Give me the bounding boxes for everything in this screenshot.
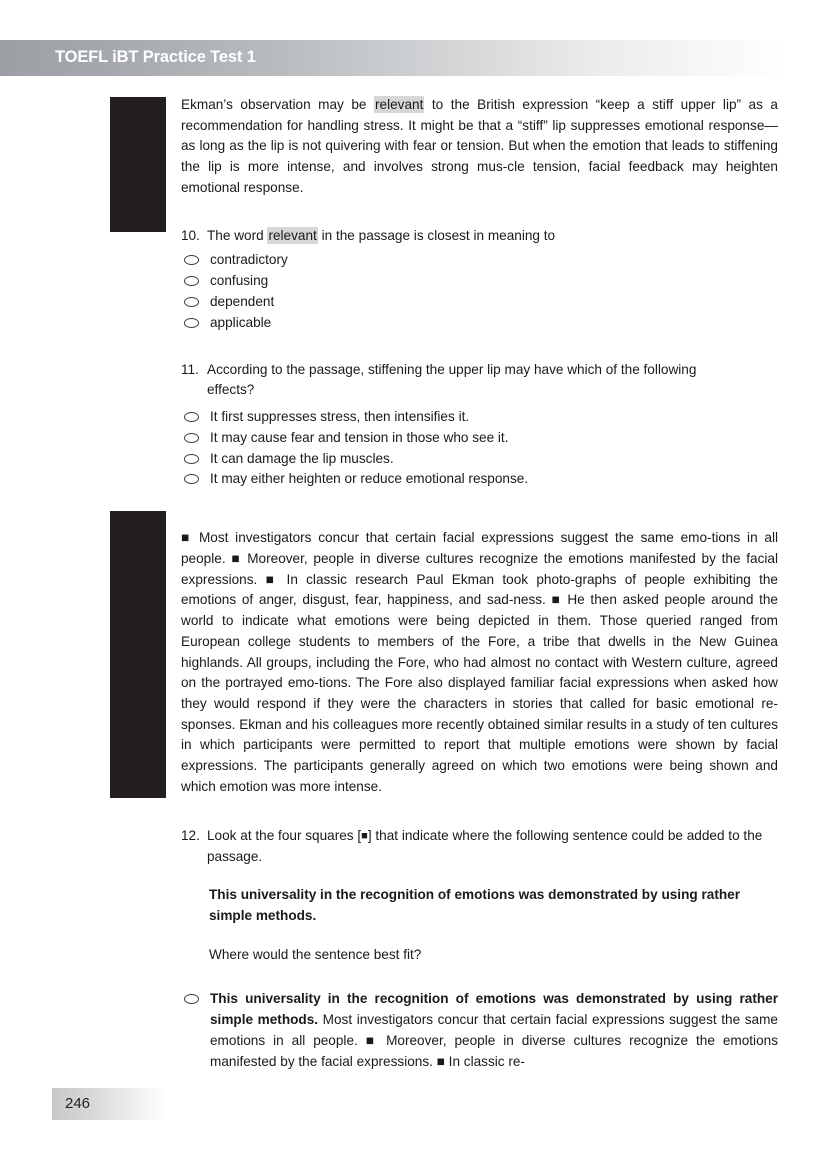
choice-11-b-label: It may cause fear and tension in those who see it. — [210, 429, 509, 445]
page-content — [181, 95, 778, 1073]
radio-button-icon[interactable] — [184, 433, 199, 443]
passage-paragraph-2: ■ Most investigators concur that certain facial expressions suggest the same emo-tions in all people. ■ Moreover, people in diverse cultures recognize the emotions manifested by the facial expressions. ■ In classic research Paul Ekman took photo-graphs of people exhibiting the emotions of anger, disgust, fear, happiness, and sad-ness. ■ He then asked people around the world to indicate what emotions were being depicted in them. Those queried ranged from European college students to members of the Fore, a tribe that dwells in the New Guinea highlands. All groups, including the Fore, who had almost no contact with Western culture, agreed on the portrayed emo-tions. The Fore also displayed familiar facial expressions when asked how they would respond if they were the characters in stories that called for basic emotional re-sponses. Ekman and his colleagues more recently obtained similar results in a study of ten cultures in which participants were permitted to report that multiple emotions were shown by facial expressions. The participants generally agreed on which two emotions were being shown and which emotion was more intense. — [181, 530, 778, 794]
page-number: 246 — [65, 1095, 91, 1112]
choice-11-a[interactable] — [181, 407, 778, 428]
radio-button-icon[interactable] — [184, 474, 199, 484]
question-12-option-a[interactable] — [181, 989, 778, 1072]
choice-10-a-label: contradictory — [210, 252, 288, 268]
question-12-insert-sentence: This universality in the recognition of emotions was demonstrated by using rather simple methods. — [209, 887, 740, 923]
question-12-prompt-part2: ] that indicate where the following sentence could be added to the passage. — [207, 828, 763, 865]
question-10-prompt-after: in the passage is closest in meaning to — [317, 227, 556, 243]
radio-button-icon[interactable] — [184, 276, 199, 286]
question-12-number: 12. — [181, 828, 200, 844]
radio-button-icon[interactable] — [184, 297, 199, 307]
question-12-option-a-bold-lead: This universality in the recognition of emotions was demonstrated by using rather simple methods. — [210, 991, 778, 1028]
radio-button-icon[interactable] — [184, 454, 199, 464]
question-10 — [181, 226, 778, 247]
question-10-choices — [181, 250, 778, 333]
choice-11-b[interactable] — [181, 428, 778, 449]
radio-button-icon[interactable] — [184, 994, 199, 1004]
choice-10-c-label: dependent — [210, 293, 275, 309]
choice-10-d[interactable] — [181, 313, 778, 334]
question-10-number: 10. — [181, 227, 200, 243]
passage-1-segment-text-b: to the British expression “keep a stiff upper lip” as a recommendation for handling stress. It might be that a “stiff” lip suppresses emotional response—as long as the lip is not quivering with fear or tension. But when the emotion that leads to stiffening the lip is more intense, and involves strong mus-cle tension, facial feedback may heighten emotional response. — [181, 97, 778, 195]
radio-button-icon[interactable] — [184, 318, 199, 328]
choice-11-c-label: It can damage the lip muscles. — [210, 450, 394, 466]
question-10-prompt — [207, 226, 778, 247]
passage-paragraph-1 — [181, 95, 778, 199]
black-square-icon: ■ — [361, 830, 368, 843]
page-header-title: TOEFL iBT Practice Test 1 — [55, 48, 256, 66]
question-10-prompt-before: The word — [207, 227, 268, 243]
question-11 — [181, 360, 723, 402]
question-12-prompt-part1: Look at the four squares [ — [207, 828, 362, 844]
question-12-prompt — [207, 826, 766, 868]
choice-11-c[interactable] — [181, 449, 778, 470]
question-10-prompt-highlight: relevant — [268, 227, 317, 243]
question-12 — [181, 826, 766, 868]
passage-marker-bar-bottom — [110, 511, 166, 798]
passage-marker-bar-top — [110, 97, 166, 232]
choice-10-a[interactable] — [181, 250, 778, 271]
choice-10-c[interactable] — [181, 292, 778, 313]
page-folio-band — [52, 1088, 167, 1120]
question-12-sub-prompt: Where would the sentence best fit? — [209, 946, 422, 962]
question-11-choices — [181, 407, 778, 490]
question-11-number: 11. — [181, 361, 199, 377]
choice-11-d-label: It may either heighten or reduce emotional response. — [210, 471, 529, 487]
choice-10-b[interactable] — [181, 271, 778, 292]
page-header-band — [0, 40, 828, 76]
radio-button-icon[interactable] — [184, 255, 199, 265]
question-12-option-a-rest: Most investigators concur that certain facial expressions suggest the same emotions in all people. ■ Moreover, people in diverse cultures recognize the emotions manifested by the facial expressions. ■ In classic re- — [210, 1012, 778, 1069]
passage-1-highlighted-word: relevant — [375, 97, 424, 112]
choice-10-d-label: applicable — [210, 314, 272, 330]
choice-10-b-label: confusing — [210, 273, 269, 289]
passage-1-segment-text-a: Ekman’s observation may be — [181, 97, 374, 112]
choice-11-a-label: It first suppresses stress, then intensifies it. — [210, 409, 470, 425]
choice-11-d[interactable] — [181, 469, 778, 490]
question-11-prompt: According to the passage, stiffening the upper lip may have which of the following effects? — [207, 361, 697, 398]
radio-button-icon[interactable] — [184, 412, 199, 422]
question-12-option-a-label — [210, 989, 778, 1072]
